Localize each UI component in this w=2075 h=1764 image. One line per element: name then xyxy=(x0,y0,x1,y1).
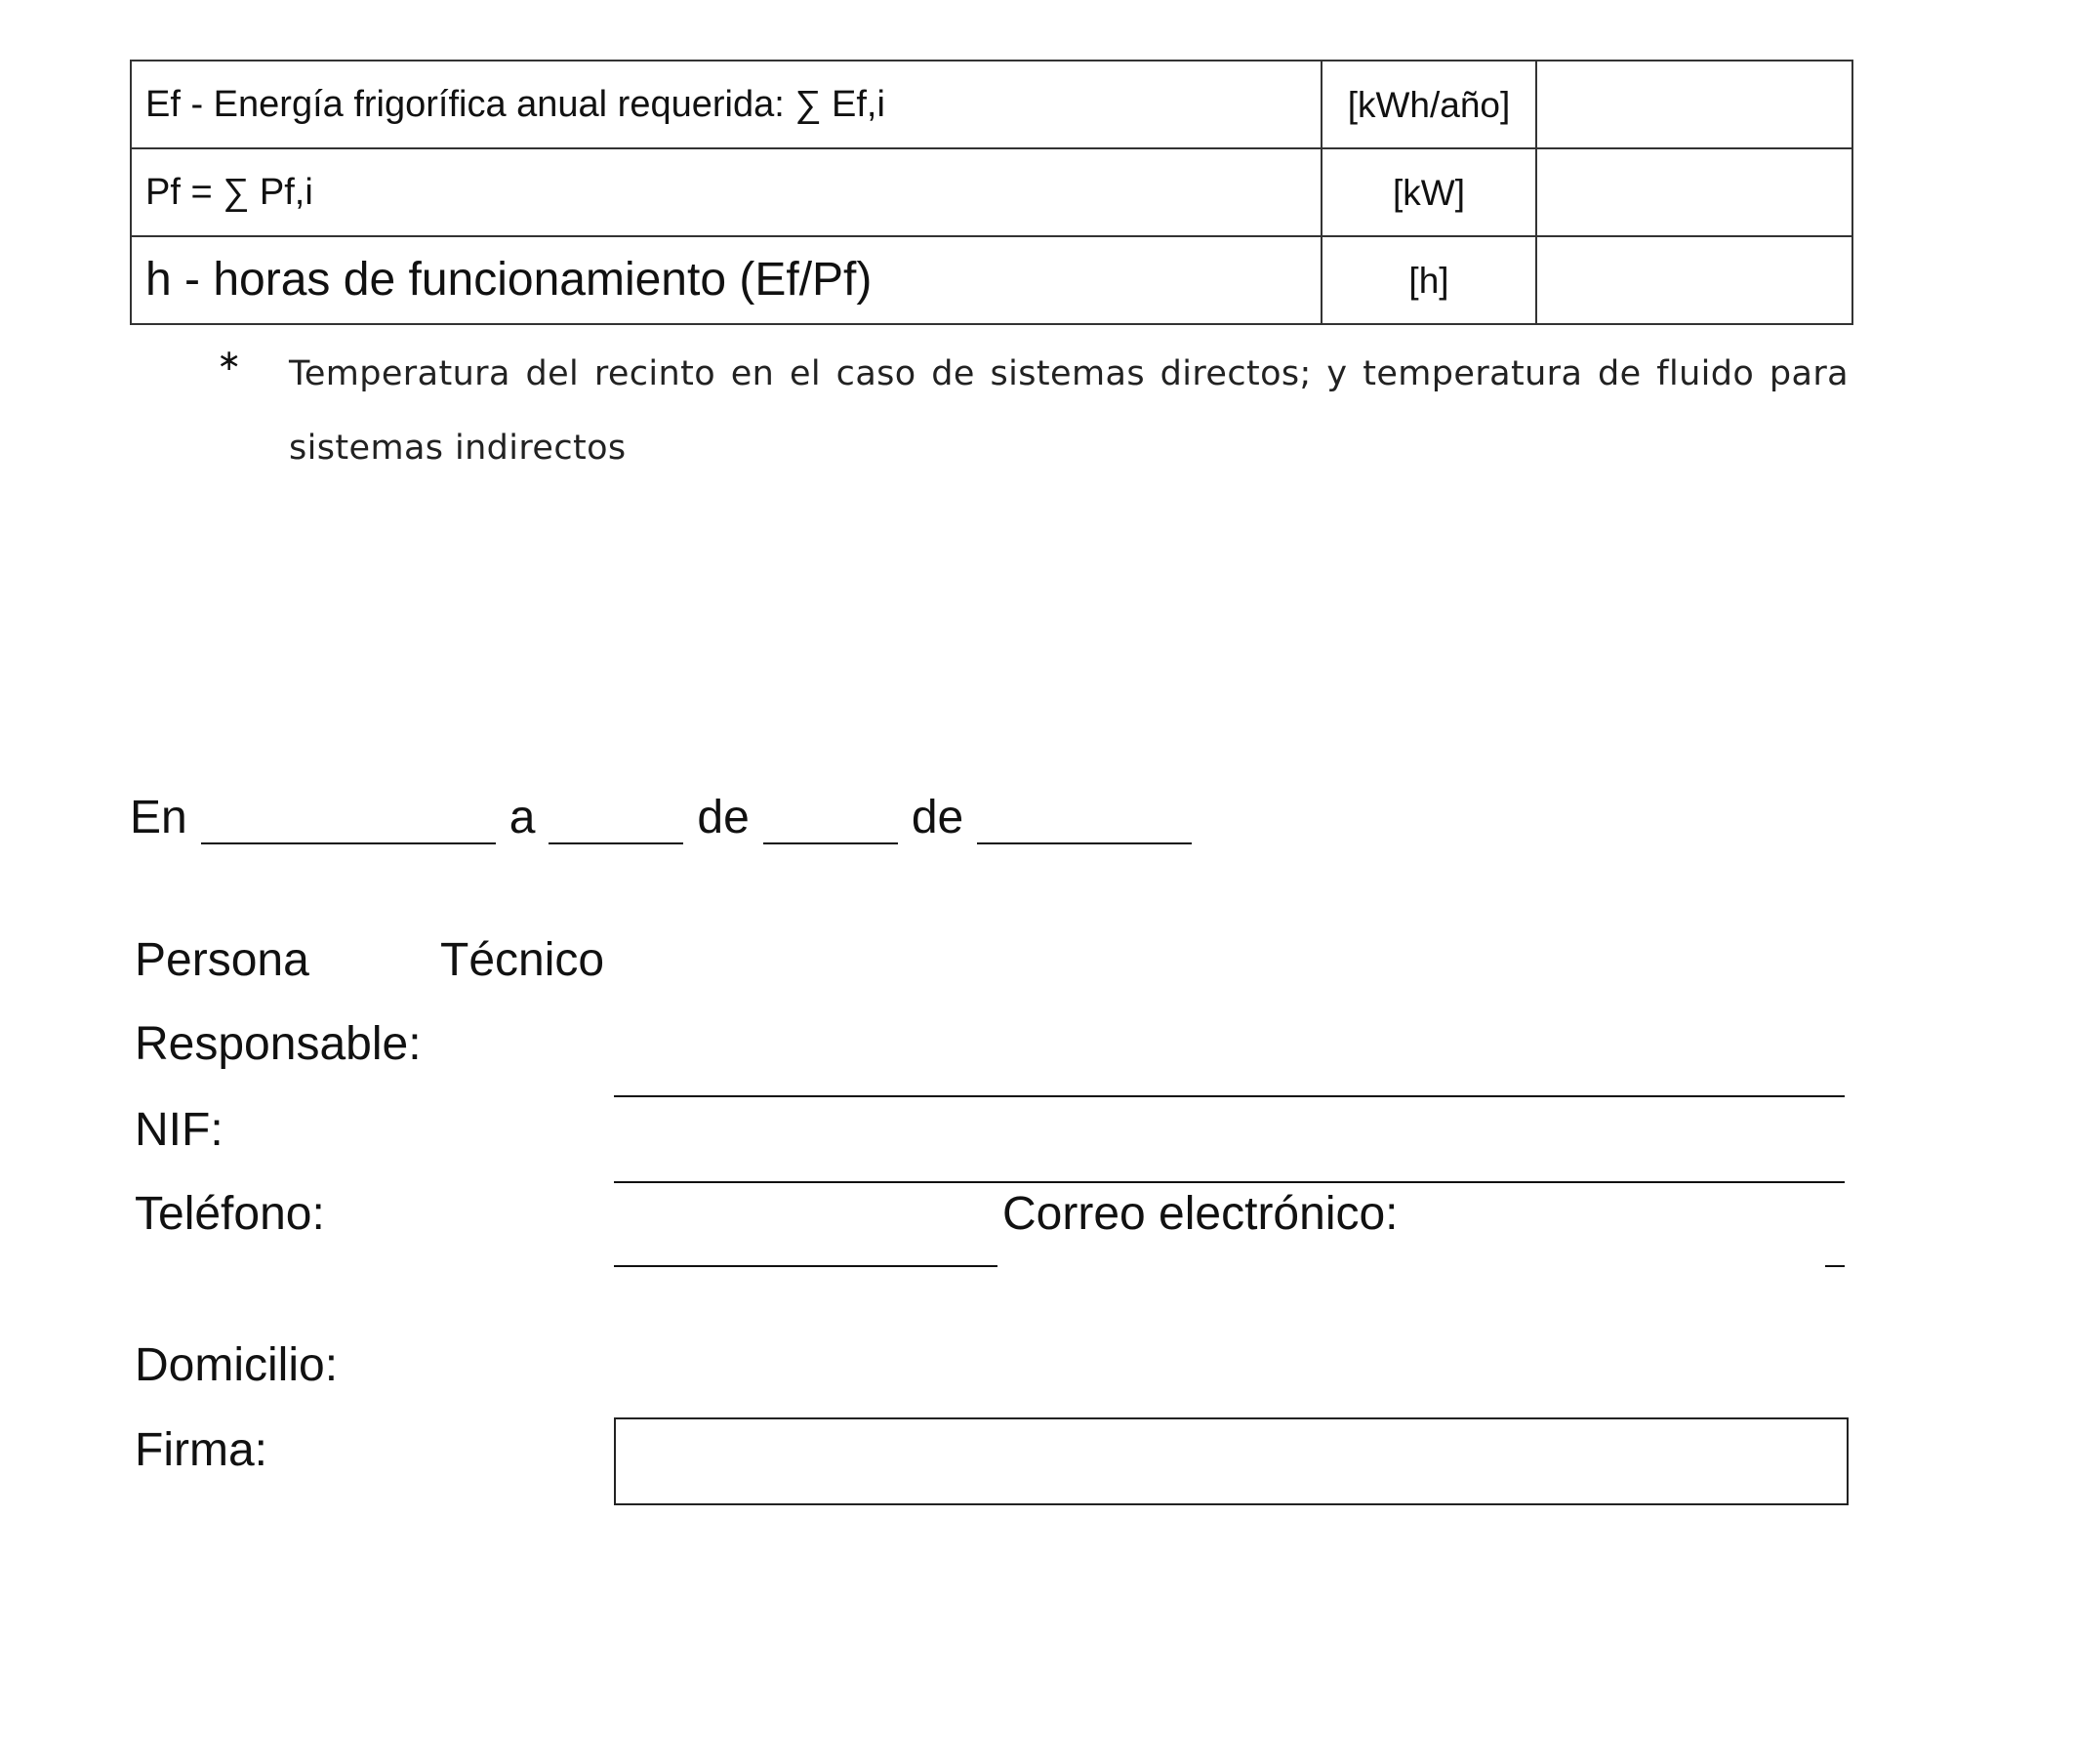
persona-label: Persona xyxy=(135,934,309,986)
de-label: de xyxy=(911,792,964,843)
row-label: Ef - Energía frigorífica anual requerida: ∑ Ef,i xyxy=(131,61,1322,148)
summary-table xyxy=(130,60,1853,325)
place-blank[interactable] xyxy=(201,798,496,844)
year-blank[interactable] xyxy=(977,798,1192,844)
en-label: En xyxy=(130,792,187,843)
footnote-text: Temperatura del recinto en el caso de sistemas directos; y temperatura de fluido para sistemas indirectos xyxy=(289,354,1849,468)
domicilio-label: Domicilio: xyxy=(135,1339,339,1391)
firma-label: Firma: xyxy=(135,1424,267,1476)
responsable-label: Responsable: xyxy=(135,1018,422,1070)
row-unit: [kW] xyxy=(1322,148,1536,236)
telefono-label: Teléfono: xyxy=(135,1188,325,1240)
place-date-line xyxy=(130,791,1205,844)
correo-line[interactable] xyxy=(1825,1265,1845,1267)
de-label: de xyxy=(697,792,750,843)
row-label: Pf = ∑ Pf,i xyxy=(131,148,1322,236)
month-blank[interactable] xyxy=(763,798,898,844)
nif-line[interactable] xyxy=(614,1181,1845,1183)
footnote-marker: ∗ xyxy=(217,344,242,378)
signature-box[interactable] xyxy=(614,1417,1849,1505)
tecnico-label: Técnico xyxy=(440,934,605,986)
table-row xyxy=(131,148,1852,236)
row-label: h - horas de funcionamiento (Ef/Pf) xyxy=(131,236,1322,324)
row-unit: [h] xyxy=(1322,236,1536,324)
correo-label: Correo electrónico: xyxy=(1002,1188,1399,1240)
telefono-line[interactable] xyxy=(614,1265,997,1267)
table-row xyxy=(131,61,1852,148)
nif-label: NIF: xyxy=(135,1104,224,1156)
responsable-line[interactable] xyxy=(614,1095,1845,1097)
day-blank[interactable] xyxy=(549,798,683,844)
a-label: a xyxy=(509,792,536,843)
row-value-cell[interactable] xyxy=(1536,236,1852,324)
row-unit: [kWh/año] xyxy=(1322,61,1536,148)
row-value-cell[interactable] xyxy=(1536,61,1852,148)
table-row xyxy=(131,236,1852,324)
row-value-cell[interactable] xyxy=(1536,148,1852,236)
